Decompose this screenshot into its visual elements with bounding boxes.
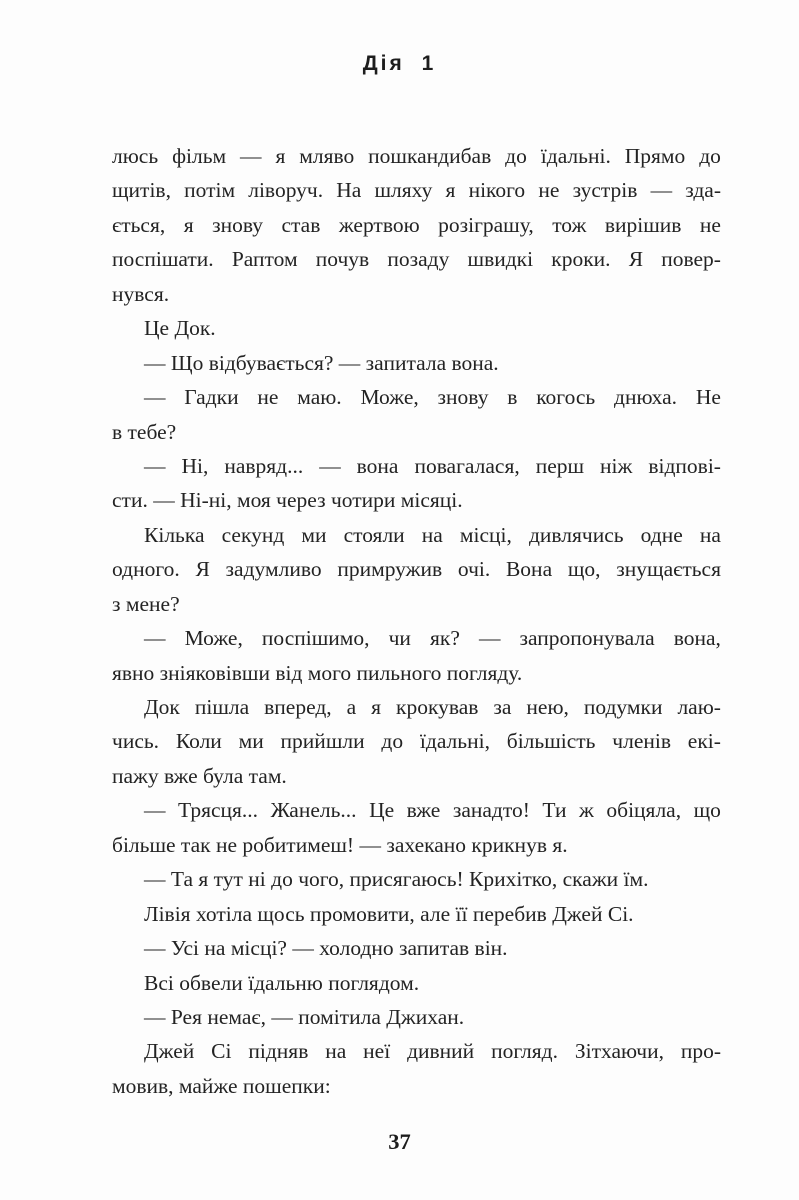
text-line: — Рея немає, — помітила Джихан. bbox=[144, 1004, 465, 1029]
text-block bbox=[112, 139, 721, 1103]
text-line: сти. — Ні-ні, моя через чотири місяці. bbox=[112, 488, 463, 513]
text-line: Лівія хотіла щось промовити, але її перебив Джей Сі. bbox=[144, 901, 634, 926]
text-line: — Ні, навряд... — вона повагалася, перш ніж відпові- bbox=[144, 453, 721, 478]
text-line: мовив, майже пошепки: bbox=[112, 1073, 331, 1098]
text-line: нувся. bbox=[112, 281, 170, 306]
text-line: явно зніяковівши від мого пильного погляду. bbox=[112, 660, 523, 685]
text-line: Джей Сі підняв на неї дивний погляд. Зітхаючи, про- bbox=[144, 1039, 721, 1064]
text-line: — Що відбувається? — запитала вона. bbox=[144, 350, 499, 375]
text-line: — Усі на місці? — холодно запитав він. bbox=[144, 936, 508, 961]
text-line: більше так не робитимеш! — захекано крикнув я. bbox=[112, 832, 568, 857]
text-line: — Гадки не маю. Може, знову в когось днюха. Не bbox=[144, 385, 721, 410]
text-line: пажу вже була там. bbox=[112, 763, 287, 788]
text-line: з мене? bbox=[112, 591, 180, 616]
text-line: в тебе? bbox=[112, 419, 177, 444]
text-line: одного. Я задумливо примружив очі. Вона що, знущається bbox=[112, 557, 721, 582]
chapter-header: Дія 1 bbox=[362, 52, 437, 75]
text-line: — Може, поспішимо, чи як? — запропонувала вона, bbox=[144, 626, 721, 651]
text-line: — Трясця... Жанель... Це вже занадто! Ти ж обіцяла, що bbox=[144, 798, 721, 823]
text-line: Це Док. bbox=[144, 316, 216, 341]
text-line: — Та я тут ні до чого, присягаюсь! Крихітко, скажи їм. bbox=[144, 867, 649, 892]
text-line: щитів, потім ліворуч. На шляху я нікого не зустрів — зда- bbox=[112, 178, 721, 203]
text-line: Кілька секунд ми стояли на місці, дивлячись одне на bbox=[144, 522, 721, 547]
page-number: 37 bbox=[388, 1129, 411, 1154]
text-line: ється, я знову став жертвою розіграшу, тож вирішив не bbox=[112, 212, 721, 237]
text-line: Всі обвели їдальню поглядом. bbox=[144, 970, 420, 995]
text-line: люсь фільм — я мляво пошкандибав до їдальні. Прямо до bbox=[112, 144, 721, 168]
text-line: поспішати. Раптом почув позаду швидкі кроки. Я повер- bbox=[112, 247, 721, 272]
text-line: Док пішла вперед, а я крокував за нею, подумки лаю- bbox=[144, 695, 721, 719]
text-line: чись. Коли ми прийшли до їдальні, більшість членів екі- bbox=[112, 729, 721, 754]
